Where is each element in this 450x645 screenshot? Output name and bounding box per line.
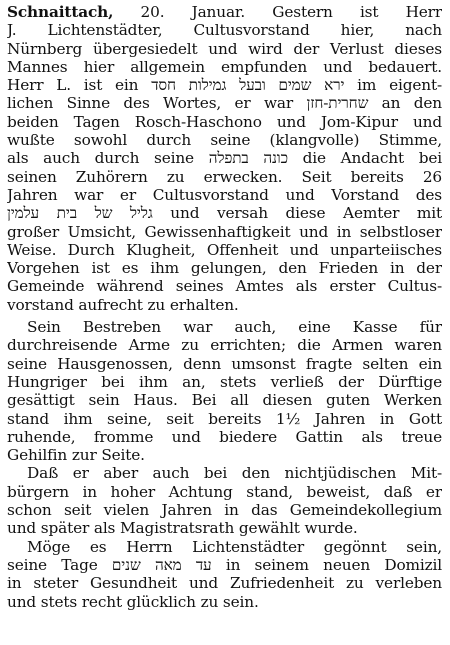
article-line-23: stand ihm seine, seit bereits 1½ Jahren in Gott: [7, 409, 442, 428]
article-line-4: Mannes hier allgemein empfunden und bedauert.: [7, 57, 442, 76]
article-line-12: גליל של בית עלמין und versah diese Aemter mit: [7, 204, 442, 223]
article-line-21: Hungriger bei ihm an, stets verließ der Dürftige: [7, 372, 442, 391]
article-line-5: Herr L. ist ein ירא שמים ובעל גמילות חסד im eigent-: [7, 76, 442, 95]
article-line-31: seine Tage עד מאה שנים in seinem neuen Domizil: [7, 555, 442, 574]
article-line-15: Vorgehen ist es ihm gelungen, den Frieden in der: [7, 259, 442, 278]
article-line-24: ruhende, fromme und biedere Gattin als treue: [7, 427, 442, 446]
article-line-17: vorstand aufrecht zu erhalten.: [7, 295, 239, 314]
article-line-7: beiden Tagen Rosch-Haschono und Jom-Kipur und: [7, 112, 442, 131]
article-line-6: lichen Sinne des Wortes, er war שחרית-חזן an den: [7, 94, 442, 113]
article-line-19: durchreisende Arme zu errichten; die Armen waren: [7, 336, 442, 355]
article-line-32: in steter Gesundheit und Zufriedenheit zu verleben: [7, 574, 442, 593]
article-line-33: und stets recht glücklich zu sein.: [7, 592, 259, 611]
article-line-10: seinen Zuhörern zu erwecken. Seit bereits 26: [7, 167, 442, 186]
article-line-26: Daß er aber auch bei den nichtjüdischen Mit-: [27, 464, 442, 483]
article-line-28: schon seit vielen Jahren in das Gemeindekollegium: [7, 501, 442, 520]
article-line-22: gesättigt sein Haus. Bei all diesen guten Werken: [7, 391, 442, 410]
article-line-20: seine Hausgenossen, denn umsonst fragte selten ein: [7, 354, 442, 373]
article-line-8: wußte sowohl durch seine (klangvolle) Stimme,: [7, 131, 442, 150]
article-line-13: großer Umsicht, Gewissenhaftigkeit und in selbstloser: [7, 222, 442, 241]
article-line-14: Weise. Durch Klugheit, Offenheit und unparteiisches: [7, 240, 442, 259]
article-line-16: Gemeinde während seines Amtes als erster Cultus-: [7, 277, 442, 296]
article-line-11: Jahren war er Cultusvorstand und Vorstand des: [7, 185, 442, 204]
article-line-9: als auch durch seine כונה בתפלה die Andacht bei: [7, 149, 442, 168]
article-line-18: Sein Bestreben war auch, eine Kasse für: [27, 318, 442, 337]
article-line-2: J. Lichtenstädter, Cultusvorstand hier, nach: [7, 21, 442, 40]
article-line-27: bürgern in hoher Achtung stand, beweist, daß er: [7, 482, 442, 501]
place-heading: Schnaittach,: [7, 3, 114, 21]
article-line-29: und später als Magistratsrath gewählt wurde.: [7, 519, 358, 538]
article-line-25: Gehilfin zur Seite.: [7, 446, 145, 465]
article-line-3: Nürnberg übergesiedelt und wird der Verlust dieses: [7, 39, 442, 58]
article-line-30: Möge es Herrn Lichtenstädter gegönnt sein,: [27, 537, 442, 556]
dateline-text: 20. Januar. Gestern ist Herr: [113, 3, 442, 21]
article-line-1: [7, 3, 442, 21]
